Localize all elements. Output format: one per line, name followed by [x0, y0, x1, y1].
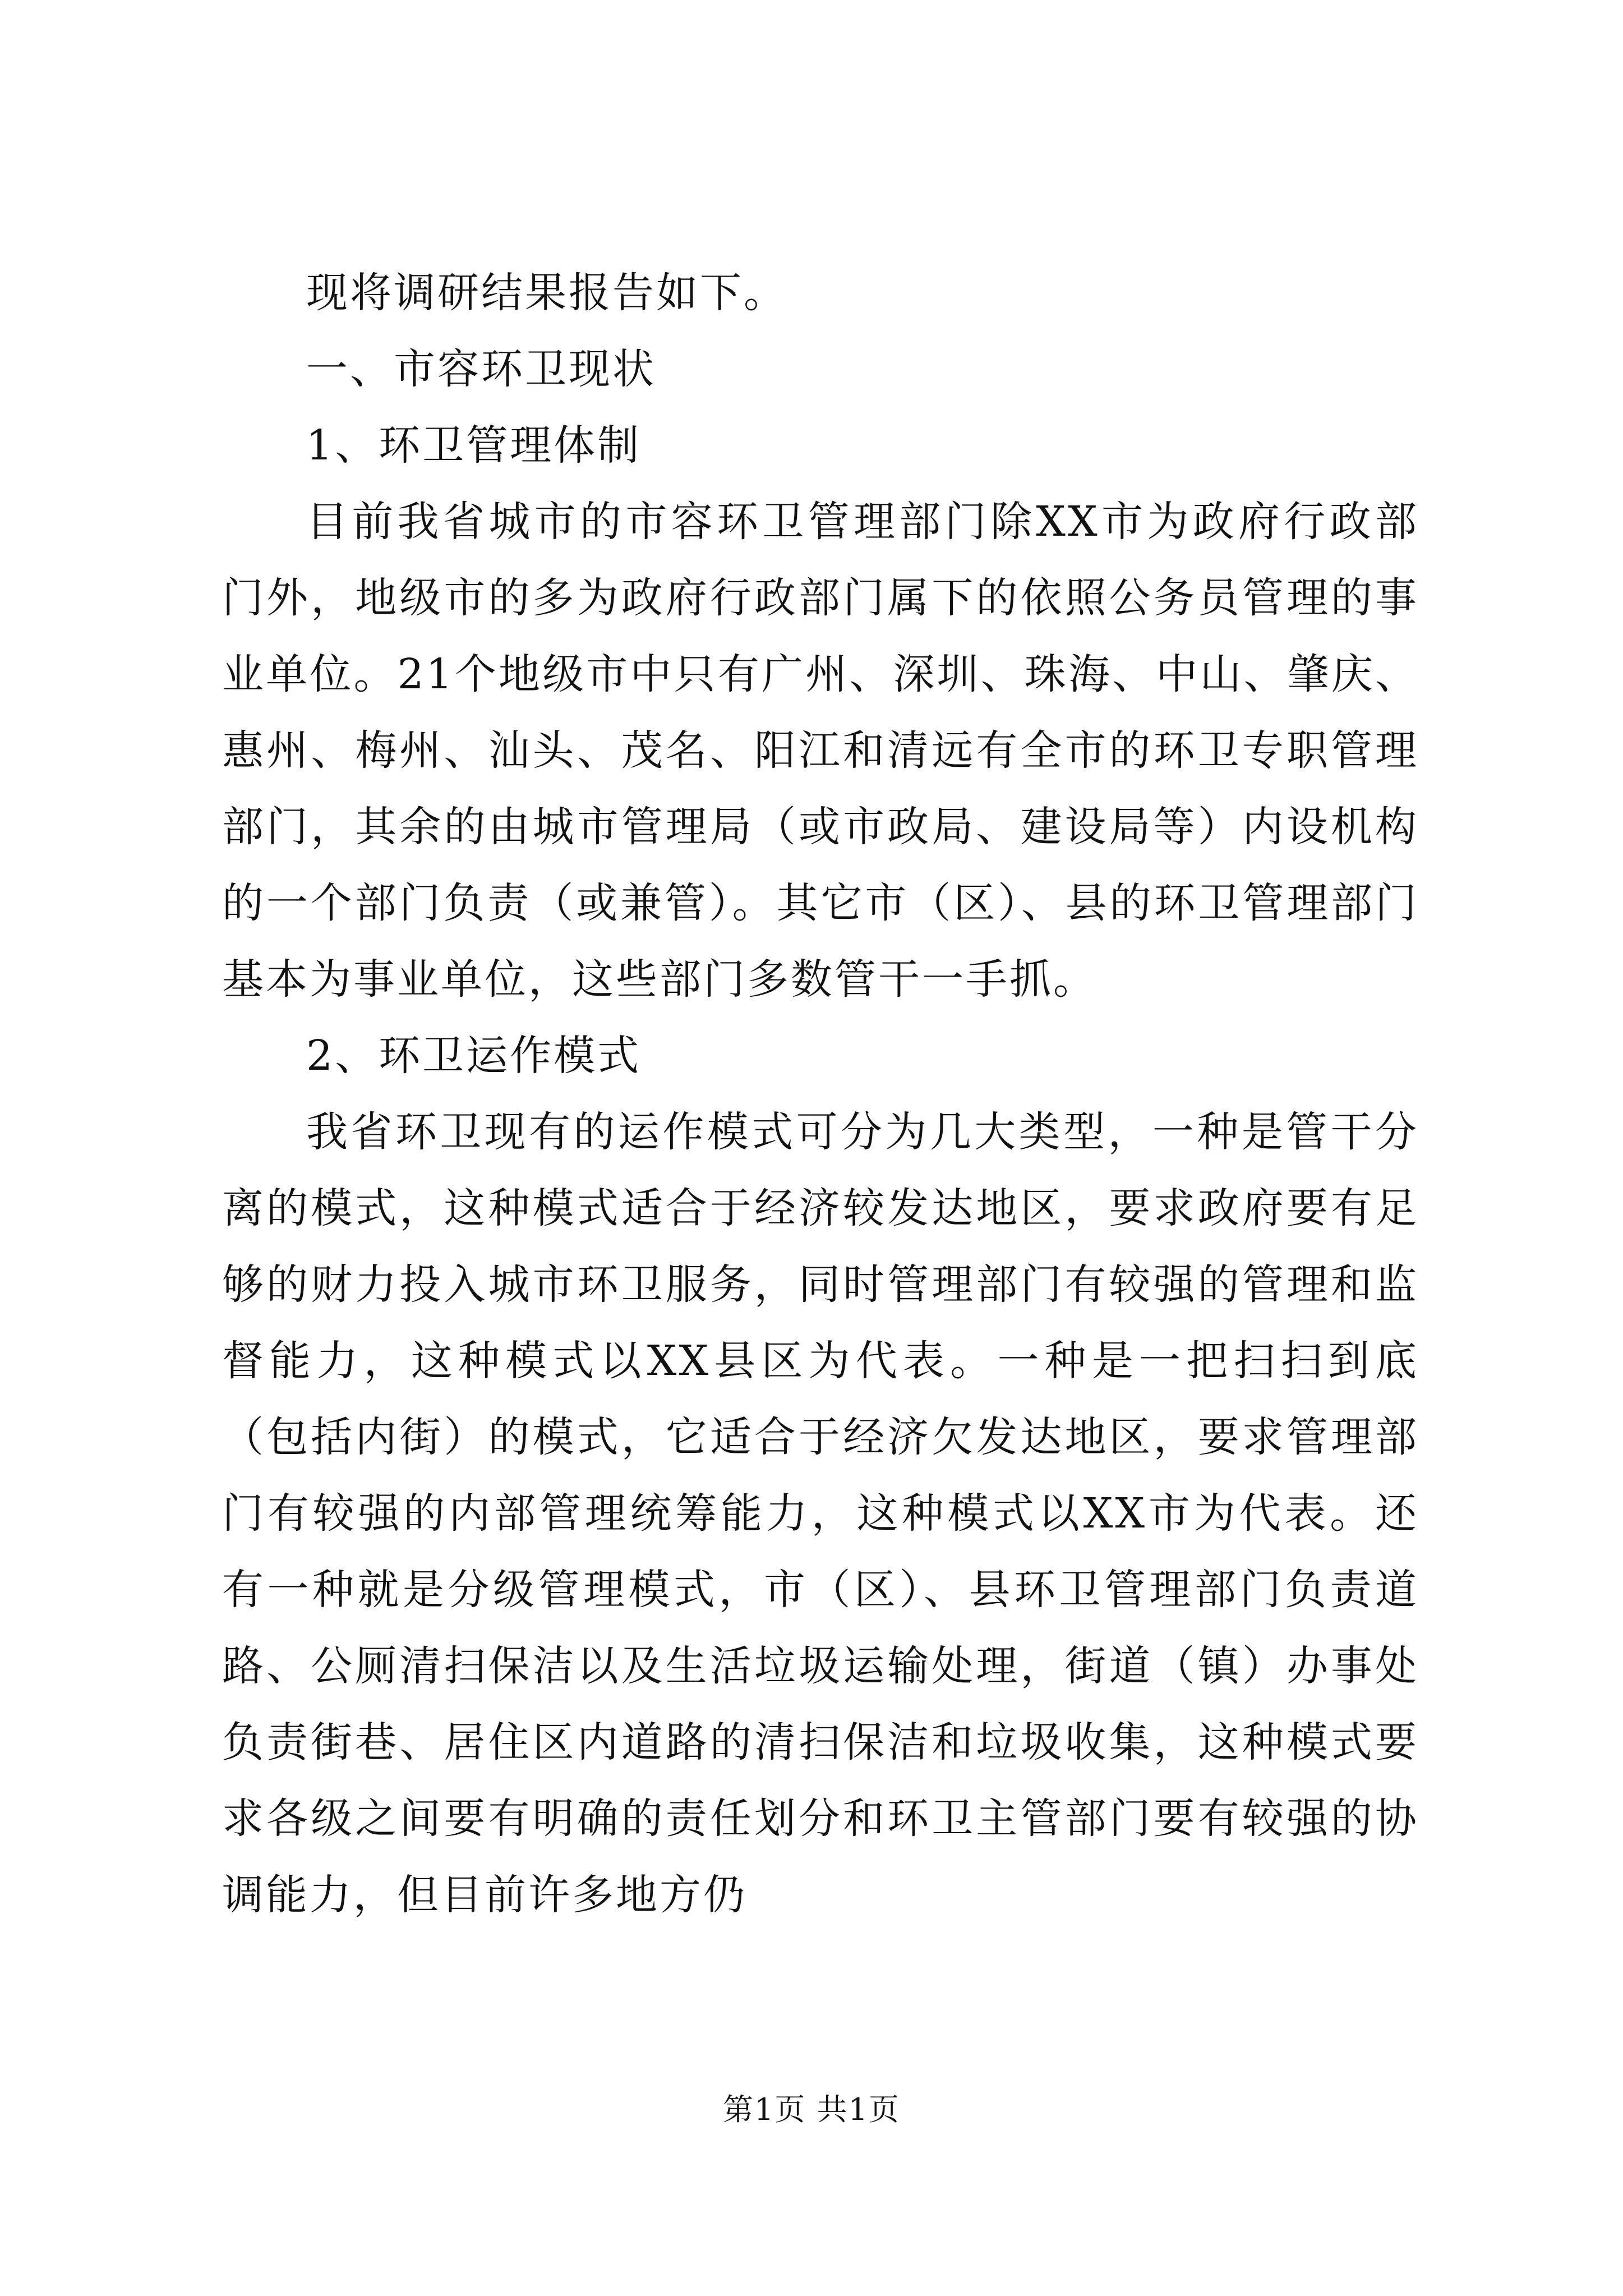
subsection-heading-1: 1、环卫管理体制 — [306, 421, 642, 470]
document-body — [222, 255, 1419, 1933]
paragraph-intro: 现将调研结果报告如下。 — [306, 269, 787, 317]
section-heading-1: 一、市容环卫现状 — [306, 345, 656, 393]
paragraph-management-system: 目前我省城市的市容环卫管理部门除XX市为政府行政部门外，地级市的多为政府行政部门属下的依照公务员管理的事业单位。21个地级市中只有广州、深圳、珠海、中山、肇庆、惠州、梅州、汕头、茂名、阳江和清远有全市的环卫专职管理部门，其余的由城市管理局（或市政局、建设局等）内设机构的一个部门负责（或兼管）。其它市（区）、县的环卫管理部门基本为事业单位，这些部门多数管干一手抓。 — [222, 498, 1419, 1004]
paragraph-operation-modes: 我省环卫现有的运作模式可分为几大类型，一种是管干分离的模式，这种模式适合于经济较发达地区，要求政府要有足够的财力投入城市环卫服务，同时管理部门有较强的管理和监督能力，这种模式以XX县区为代表。一种是一把扫扫到底（包括内街）的模式，它适合于经济欠发达地区，要求管理部门有较强的内部管理统筹能力，这种模式以XX市为代表。还有一种就是分级管理模式，市（区）、县环卫管理部门负责道路、公厕清扫保洁以及生活垃圾运输处理，街道（镇）办事处负责街巷、居住区内道路的清扫保洁和垃圾收集，这种模式要求各级之间要有明确的责任划分和环卫主管部门要有较强的协调能力，但目前许多地方仍 — [222, 1108, 1419, 1919]
subsection-heading-2: 2、环卫运作模式 — [306, 1032, 642, 1080]
page-footer: 第1页 共1页 — [723, 2092, 900, 2127]
